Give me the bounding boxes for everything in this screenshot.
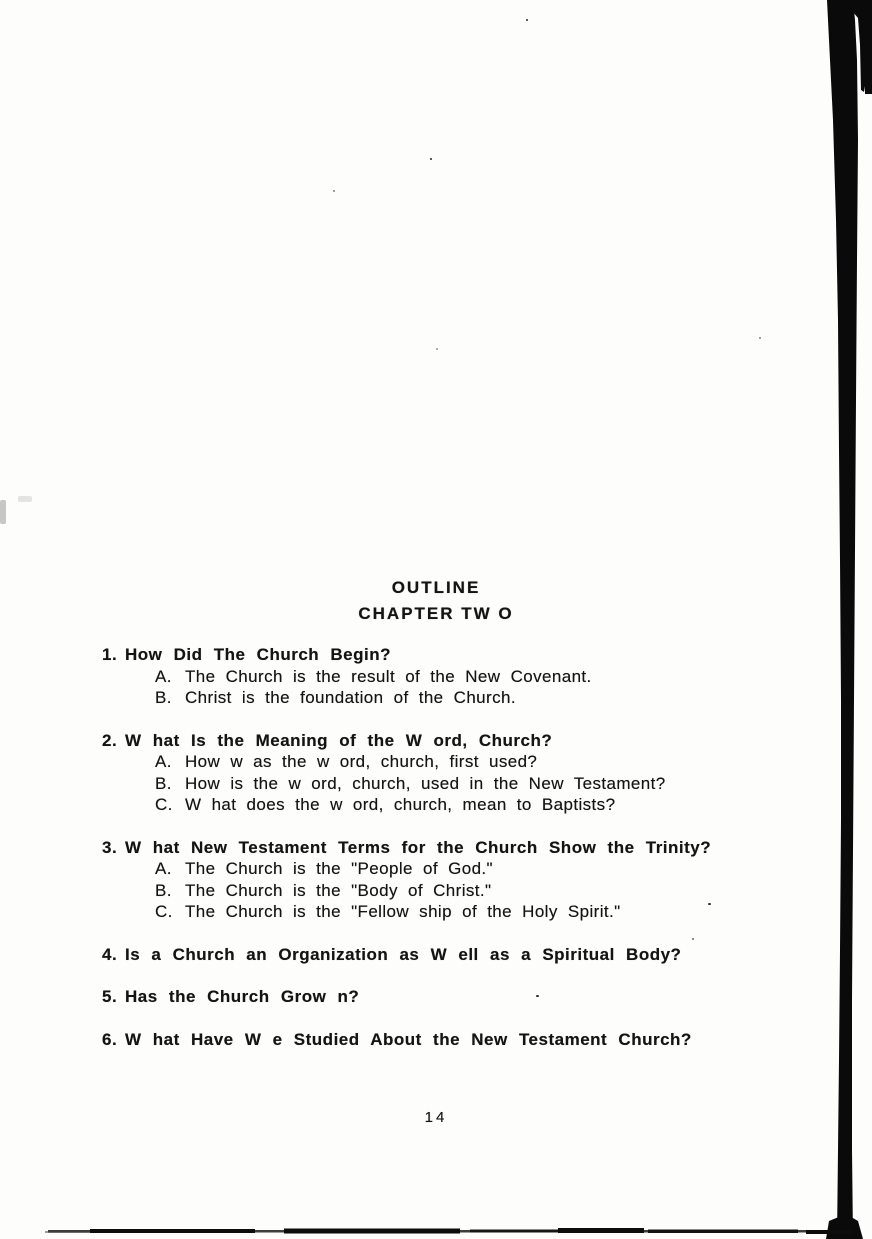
- item-heading-text: Has the Church Grow n?: [125, 987, 360, 1006]
- item-heading-text: How Did The Church Begin?: [125, 645, 391, 664]
- subitem-text: The Church is the "Fellow ship of the Holy Spirit.": [185, 902, 621, 921]
- subitem-letter: B.: [155, 773, 172, 793]
- subitem-text: The Church is the result of the New Covenant.: [185, 666, 592, 686]
- outline-subitem: [102, 794, 792, 816]
- item-number: 1.: [102, 645, 118, 664]
- scan-artifact-top-right-corner: [853, 0, 872, 92]
- chapter-heading: CHAPTER TW O: [358, 604, 514, 623]
- outline-subitem: [102, 773, 792, 795]
- subitem-letter: A.: [155, 666, 172, 686]
- scan-speck: [708, 903, 711, 905]
- outline-item-heading: [102, 986, 792, 1008]
- item-heading-text: W hat Have W e Studied About the New Testament Church?: [125, 1029, 692, 1049]
- outline-item-heading: [102, 1029, 792, 1051]
- subitem-text: How w as the w ord, church, first used?: [185, 752, 538, 771]
- outline-item-2: [102, 730, 792, 816]
- item-number: 2.: [102, 730, 118, 750]
- item-number: 6.: [102, 1029, 118, 1049]
- outline-item-heading: [102, 730, 792, 752]
- subitem-letter: B.: [155, 688, 172, 707]
- subitem-letter: C.: [155, 902, 173, 921]
- scan-artifact-bottom-line: [48, 1230, 850, 1233]
- item-heading-text: W hat New Testament Terms for the Church Show the Trinity?: [125, 837, 712, 857]
- subitem-letter: C.: [155, 795, 173, 814]
- outline-subitem: [102, 901, 792, 923]
- page-number: 14: [424, 1109, 448, 1126]
- outline-item-6: [102, 1029, 792, 1051]
- subitem-text: Christ is the foundation of the Church.: [185, 688, 516, 707]
- chapter-outline-list: [102, 644, 792, 1071]
- outline-subitem: [102, 880, 792, 902]
- outline-item-3: [102, 837, 792, 923]
- scan-smudge-left-edge: [18, 496, 32, 502]
- outline-item-5: [102, 986, 792, 1008]
- item-heading-text: Is a Church an Organization as W ell as a Spiritual Body?: [125, 944, 682, 964]
- item-number: 5.: [102, 987, 118, 1006]
- item-heading-text: W hat Is the Meaning of the W ord, Church?: [125, 730, 553, 750]
- subitem-letter: A.: [155, 859, 172, 878]
- scan-speck: [430, 158, 432, 160]
- outline-subitem: [102, 858, 792, 880]
- outline-item-heading: [102, 644, 792, 666]
- outline-item-1: [102, 644, 792, 709]
- subitem-letter: B.: [155, 880, 172, 900]
- scan-speck: [692, 938, 694, 940]
- scan-artifact-right-strip: [865, 8, 872, 94]
- outline-subitem: [102, 687, 792, 709]
- outline-item-4: [102, 944, 792, 966]
- outline-subitem: [102, 751, 792, 773]
- subitem-text: W hat does the w ord, church, mean to Baptists?: [185, 795, 616, 814]
- subitem-text: The Church is the "Body of Christ.": [185, 880, 492, 900]
- scan-smudge-left-edge: [0, 500, 6, 524]
- outline-heading: OUTLINE: [391, 578, 481, 597]
- outline-title-block: [0, 575, 872, 627]
- subitem-letter: A.: [155, 752, 172, 771]
- subitem-text: The Church is the "People of God.": [185, 859, 493, 878]
- scan-speck: [526, 19, 528, 21]
- item-number: 3.: [102, 837, 118, 857]
- scan-speck: [333, 190, 335, 192]
- scan-artifact-bottom-right-wedge: [826, 1214, 863, 1239]
- item-number: 4.: [102, 944, 118, 964]
- outline-subitem: [102, 666, 792, 688]
- subitem-text: How is the w ord, church, used in the New Testament?: [185, 773, 666, 793]
- scan-speck: [759, 337, 761, 339]
- outline-item-heading: [102, 837, 792, 859]
- scan-speck: [536, 995, 539, 997]
- outline-item-heading: [102, 944, 792, 966]
- scan-speck: [436, 348, 438, 350]
